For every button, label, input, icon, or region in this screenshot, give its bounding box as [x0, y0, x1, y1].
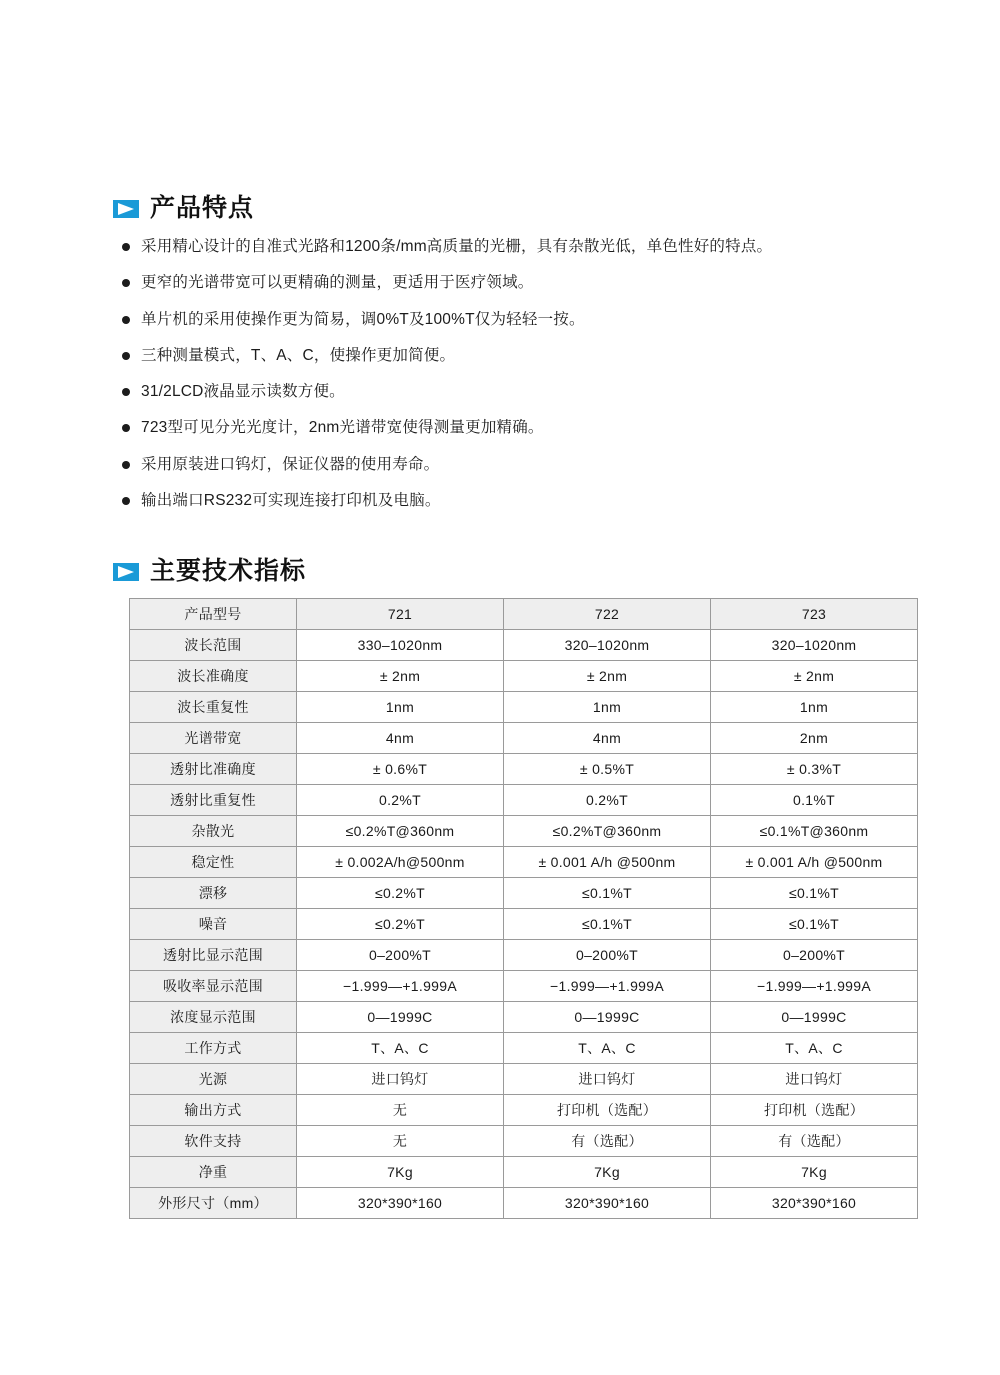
- table-cell: ≤0.1%T: [504, 909, 711, 940]
- table-row: [130, 661, 918, 692]
- table-cell: 0–200%T: [711, 940, 918, 971]
- table-cell: ≤0.1%T: [504, 878, 711, 909]
- table-cell: 7Kg: [297, 1157, 504, 1188]
- table-cell: 进口钨灯: [504, 1064, 711, 1095]
- table-cell: 有（选配）: [711, 1126, 918, 1157]
- table-cell: ≤0.1%T: [711, 909, 918, 940]
- table-row-label: 浓度显示范围: [130, 1002, 297, 1033]
- table-cell: ± 0.001 A/h @500nm: [711, 847, 918, 878]
- table-cell: 7Kg: [504, 1157, 711, 1188]
- table-cell: 0—1999C: [504, 1002, 711, 1033]
- bullet-dot-icon: [122, 388, 130, 396]
- table-cell: 1nm: [297, 692, 504, 723]
- list-item-text: 输出端口RS232可实现连接打印机及电脑。: [141, 491, 441, 509]
- features-list: [122, 235, 902, 512]
- table-cell: 进口钨灯: [297, 1064, 504, 1095]
- list-item-text: 723型可见分光光度计，2nm光谱带宽使得测量更加精确。: [141, 419, 544, 437]
- table-row: [130, 1095, 918, 1126]
- play-arrow-icon: [112, 561, 142, 583]
- table-cell: ± 2nm: [504, 661, 711, 692]
- table-row-label: 软件支持: [130, 1126, 297, 1157]
- list-item: [122, 489, 902, 512]
- table-cell: 320–1020nm: [504, 630, 711, 661]
- table-cell: ± 0.5%T: [504, 754, 711, 785]
- table-cell: 320*390*160: [711, 1188, 918, 1219]
- table-cell: 0.2%T: [297, 785, 504, 816]
- table-row: [130, 785, 918, 816]
- table-header-cell: 产品型号: [130, 599, 297, 630]
- table-cell: ± 2nm: [297, 661, 504, 692]
- play-arrow-icon: [112, 198, 142, 220]
- table-cell: ± 0.3%T: [711, 754, 918, 785]
- list-item: [122, 235, 902, 258]
- table-cell: 320*390*160: [297, 1188, 504, 1219]
- specs-section-title: 主要技术指标: [150, 557, 307, 585]
- table-row-label: 外形尺寸（mm）: [130, 1188, 297, 1219]
- table-cell: 0—1999C: [297, 1002, 504, 1033]
- table-cell: 320*390*160: [504, 1188, 711, 1219]
- list-item: [122, 453, 902, 476]
- table-cell: ± 0.6%T: [297, 754, 504, 785]
- table-row-label: 杂散光: [130, 816, 297, 847]
- table-row: [130, 1188, 918, 1219]
- table-row-label: 光谱带宽: [130, 723, 297, 754]
- table-header-cell: 723: [711, 599, 918, 630]
- table-cell: 4nm: [297, 723, 504, 754]
- table-row-label: 工作方式: [130, 1033, 297, 1064]
- list-item-text: 采用精心设计的自准式光路和1200条/mm高质量的光栅，具有杂散光低，单色性好的特点。: [141, 238, 773, 255]
- table-row: [130, 630, 918, 661]
- table-cell: T、A、C: [297, 1033, 504, 1064]
- table-cell: ≤0.2%T: [297, 878, 504, 909]
- list-item-text: 三种测量模式，T、A、C，使操作更加简便。: [141, 346, 456, 364]
- table-cell: ± 0.001 A/h @500nm: [504, 847, 711, 878]
- table-cell: 无: [297, 1126, 504, 1157]
- table-cell: 0–200%T: [297, 940, 504, 971]
- table-row-label: 波长重复性: [130, 692, 297, 723]
- table-row: [130, 1126, 918, 1157]
- features-section-title: 产品特点: [150, 194, 255, 222]
- table-cell: 打印机（选配）: [504, 1095, 711, 1126]
- table-cell: ≤0.2%T@360nm: [297, 816, 504, 847]
- table-row-label: 净重: [130, 1157, 297, 1188]
- specs-table-container: [129, 598, 881, 1219]
- table-cell: ≤0.1%T: [711, 878, 918, 909]
- bullet-dot-icon: [122, 316, 130, 324]
- table-cell: 有（选配）: [504, 1126, 711, 1157]
- table-row-label: 波长范围: [130, 630, 297, 661]
- table-row: [130, 692, 918, 723]
- table-cell: 无: [297, 1095, 504, 1126]
- table-cell: 0—1999C: [711, 1002, 918, 1033]
- table-cell: −1.999—+1.999A: [504, 971, 711, 1002]
- table-row-label: 透射比显示范围: [130, 940, 297, 971]
- table-cell: −1.999—+1.999A: [297, 971, 504, 1002]
- table-row: [130, 909, 918, 940]
- list-item-text: 采用原装进口钨灯，保证仪器的使用寿命。: [141, 455, 440, 473]
- list-item-text: 单片机的采用使操作更为简易，调0%T及100%T仅为轻轻一按。: [141, 310, 585, 328]
- bullet-dot-icon: [122, 243, 130, 251]
- table-row: [130, 1033, 918, 1064]
- table-cell: T、A、C: [711, 1033, 918, 1064]
- table-cell: T、A、C: [504, 1033, 711, 1064]
- bullet-dot-icon: [122, 497, 130, 505]
- table-row: [130, 1064, 918, 1095]
- table-cell: ± 2nm: [711, 661, 918, 692]
- section-divider-space: [112, 525, 902, 559]
- bullet-dot-icon: [122, 352, 130, 360]
- table-cell: 320–1020nm: [711, 630, 918, 661]
- table-row-label: 吸收率显示范围: [130, 971, 297, 1002]
- table-row: [130, 1157, 918, 1188]
- table-cell: 330–1020nm: [297, 630, 504, 661]
- specs-table: [129, 598, 918, 1219]
- table-cell: 1nm: [504, 692, 711, 723]
- table-header-cell: 721: [297, 599, 504, 630]
- table-header-cell: 722: [504, 599, 711, 630]
- list-item: [122, 308, 902, 331]
- bullet-dot-icon: [122, 424, 130, 432]
- list-item-text: 更窄的光谱带宽可以更精确的测量，更适用于医疗领域。: [141, 274, 534, 292]
- list-item: [122, 380, 902, 403]
- list-item-text: 31/2LCD液晶显示读数方便。: [141, 383, 345, 400]
- table-cell: ± 0.002A/h@500nm: [297, 847, 504, 878]
- list-item: [122, 344, 902, 367]
- table-row: [130, 847, 918, 878]
- table-row: [130, 754, 918, 785]
- bullet-dot-icon: [122, 461, 130, 469]
- table-cell: 2nm: [711, 723, 918, 754]
- list-item: [122, 416, 902, 439]
- specs-section-heading: [112, 559, 902, 584]
- table-row-label: 光源: [130, 1064, 297, 1095]
- features-section-heading: [112, 196, 902, 221]
- table-cell: 1nm: [711, 692, 918, 723]
- table-row-label: 输出方式: [130, 1095, 297, 1126]
- table-cell: 7Kg: [711, 1157, 918, 1188]
- table-row-label: 漂移: [130, 878, 297, 909]
- table-row: [130, 940, 918, 971]
- table-row-label: 透射比准确度: [130, 754, 297, 785]
- table-cell: 打印机（选配）: [711, 1095, 918, 1126]
- table-cell: −1.999—+1.999A: [711, 971, 918, 1002]
- table-row: [130, 878, 918, 909]
- bullet-dot-icon: [122, 279, 130, 287]
- table-row: [130, 1002, 918, 1033]
- table-cell: 0–200%T: [504, 940, 711, 971]
- table-row-label: 噪音: [130, 909, 297, 940]
- table-row-label: 透射比重复性: [130, 785, 297, 816]
- table-cell: ≤0.2%T@360nm: [504, 816, 711, 847]
- table-cell: 0.1%T: [711, 785, 918, 816]
- table-row-label: 稳定性: [130, 847, 297, 878]
- table-row: [130, 816, 918, 847]
- table-cell: 4nm: [504, 723, 711, 754]
- table-cell: ≤0.1%T@360nm: [711, 816, 918, 847]
- table-cell: 进口钨灯: [711, 1064, 918, 1095]
- document-content: [112, 196, 902, 1219]
- table-header-row: [130, 599, 918, 630]
- table-row: [130, 971, 918, 1002]
- table-row-label: 波长准确度: [130, 661, 297, 692]
- list-item: [122, 271, 902, 294]
- table-row: [130, 723, 918, 754]
- table-cell: ≤0.2%T: [297, 909, 504, 940]
- table-cell: 0.2%T: [504, 785, 711, 816]
